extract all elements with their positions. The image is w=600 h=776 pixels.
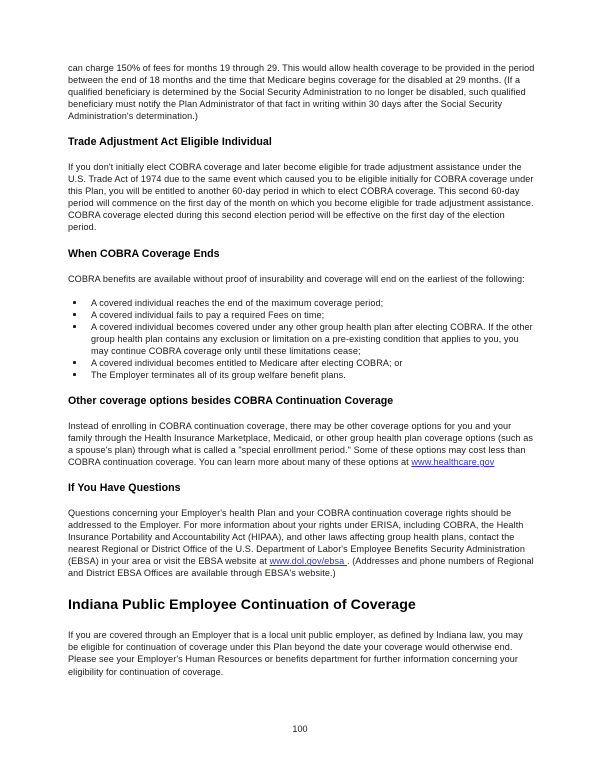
spacer — [68, 381, 535, 395]
heading-other-coverage-options: Other coverage options besides COBRA Continuation Coverage — [68, 394, 394, 407]
spacer — [68, 122, 535, 136]
healthcare-gov-link[interactable]: www.healthcare.gov — [411, 457, 495, 468]
bullet-icon — [73, 313, 76, 316]
heading-indiana-public-employee-continuation: Indiana Public Employee Continuation of Coverage — [68, 597, 416, 614]
list-item-text: A covered individual fails to pay a required Fees on time; — [91, 309, 325, 320]
list-item — [68, 297, 535, 309]
list-item — [68, 321, 535, 357]
bullet-icon — [73, 301, 76, 304]
list-item-text: A covered individual becomes covered under any other group health plan after electing COBRA. If the other group health plan contains any exclusion or limitation on a pre-existing condition that applies to you, you may continue COBRA coverage only until these limitations cease; — [91, 321, 533, 356]
intro-paragraph: can charge 150% of fees for months 19 through 29. This would allow health coverage to be provided in the period between the end of 18 months and the time that Medicare begins coverage for the disabled at 29 months. (If a qualified beneficiary is determined by the Social Security Administration to no longer be disabled, such qualified beneficiary must notify the Plan Administrator of that fact in writing within 30 days after the Social Security Administration's determination.) — [68, 63, 535, 122]
spacer — [68, 261, 535, 273]
spacer — [68, 614, 535, 629]
when-coverage-ends-paragraph: COBRA benefits are available without proof of insurability and coverage will end on the earliest of the following: — [68, 273, 525, 284]
page-number: 100 — [292, 724, 308, 734]
heading-trade-adjustment-act: Trade Adjustment Act Eligible Individual — [68, 136, 272, 149]
indiana-paragraph: If you are covered through an Employer that is a local unit public employer, as defined by Indiana law, you may be eligible for continuation of coverage under this Plan beyond the date your coverage would otherwise end. Please see your Employer's Human Resources or benefits department for further information concerning your eligibility for continuation of coverage. — [68, 630, 523, 677]
if-questions-paragraph — [68, 507, 535, 579]
spacer — [68, 579, 535, 597]
bullet-icon — [73, 325, 76, 328]
spacer — [68, 408, 535, 420]
other-coverage-text-before-link: Instead of enrolling in COBRA continuation coverage, there may be other coverage options for you and your family through the Health Insurance Marketplace, Medicaid, or other group health plan coverage options (such as a spouse's plan) through what is called a "special enrollment period." Some of these options may cost less than COBRA continuation coverage. You can learn more about many of these options at — [68, 420, 534, 468]
if-questions-text-before-link: Questions concerning your Employer's health Plan and your COBRA continuation coverage rights should be addressed to the Employer. For more information about your rights under ERISA, including COBRA, the Health Insurance Portability and Accountability Act (HIPAA), and other laws affecting group health plans, contact the nearest Regional or District Office of the U.S. Department of Labor's Employee Benefits Security Administration (EBSA) in your area or visit the EBSA website at — [68, 508, 525, 567]
trade-adjustment-paragraph: If you don't initially elect COBRA coverage and later become eligible for trade adjustment assistance under the U.S. Trade Act of 1974 due to the same event which caused you to be eligible initially for COBRA coverage under this Plan, you will be entitled to another 60-day period in which to elect COBRA coverage. This second 60-day period will commence on the first day of the month on which you become eligible for trade adjustment assistance. COBRA coverage elected during this second election period will be effective on the first day of the election period. — [68, 162, 534, 233]
spacer — [68, 149, 535, 161]
list-item-text: A covered individual becomes entitled to Medicare after electing COBRA; or — [91, 357, 403, 368]
bullet-icon — [73, 373, 76, 376]
spacer — [68, 285, 535, 297]
list-item-text: The Employer terminates all of its group welfare benefit plans. — [91, 369, 346, 380]
other-coverage-paragraph — [68, 420, 535, 468]
spacer — [68, 234, 535, 248]
spacer — [68, 468, 535, 482]
if-questions-text-after-link: . (Addresses and phone numbers of Regional and District EBSA Offices are available through EBSA's website.) — [68, 556, 534, 579]
list-item-text: A covered individual reaches the end of the maximum coverage period; — [91, 297, 384, 308]
list-item — [68, 357, 535, 369]
heading-when-cobra-coverage-ends: When COBRA Coverage Ends — [68, 247, 220, 260]
page-content — [68, 62, 535, 678]
spacer — [68, 495, 535, 507]
dol-gov-ebsa-link[interactable]: www.dol.gov/ebsa — [269, 556, 347, 567]
list-item — [68, 369, 535, 381]
bullet-icon — [73, 361, 76, 364]
list-item — [68, 309, 535, 321]
coverage-end-conditions-list — [68, 297, 535, 381]
heading-if-you-have-questions: If You Have Questions — [68, 482, 181, 495]
